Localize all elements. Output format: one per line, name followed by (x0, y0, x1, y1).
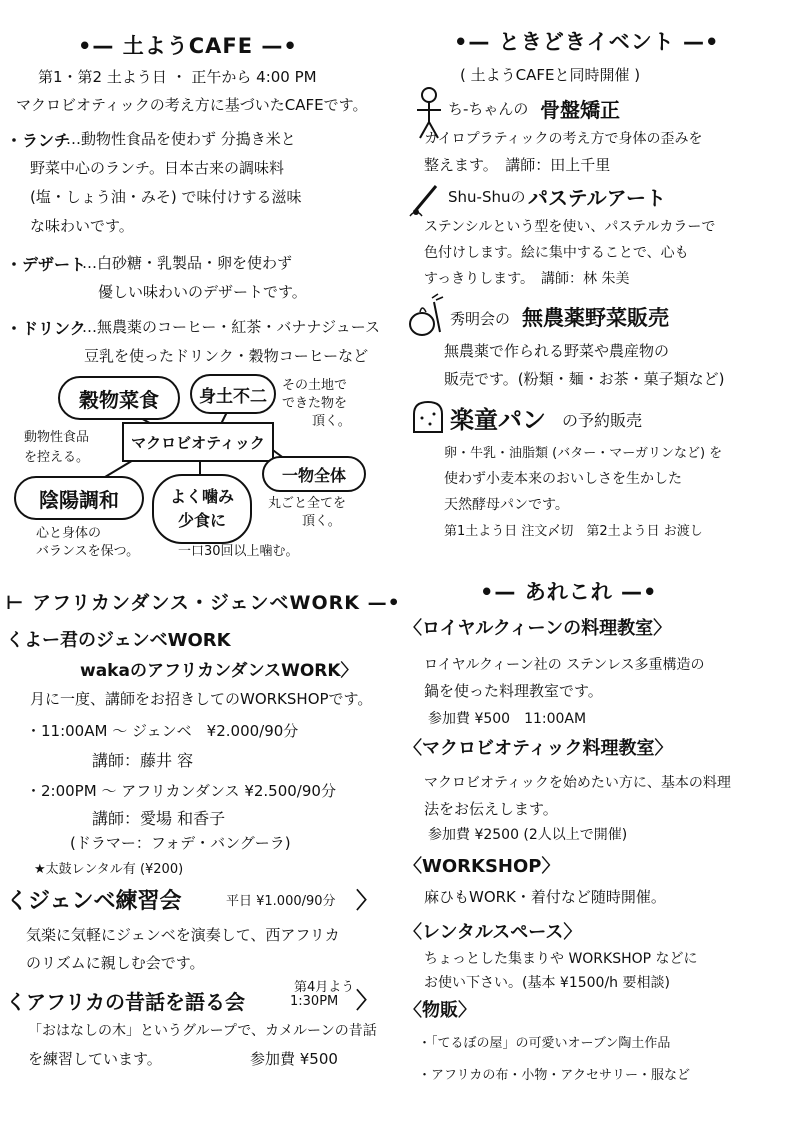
note-grain-vegetable: 動物性食品 (24, 430, 90, 445)
menu-lunch-line: 野菜中心のランチ。日本古来の調味料 (30, 159, 284, 177)
menu-lunch-label: ・ランチ (6, 131, 71, 150)
event3-host: 秀明会の (450, 310, 511, 328)
djembe-schedule: ・11:00AM ～ ジェンベ ¥2.000/90分 (26, 722, 299, 740)
djembe-practice-desc: のリズムに親しむ会です。 (26, 954, 205, 972)
event4-subtitle: の予約販売 (562, 411, 643, 430)
event1-host: ち-ちゃんの (448, 100, 529, 118)
event3-desc: 販売です。(粉類・麺・お茶・菓子類など) (444, 370, 725, 388)
misc4-desc: お使い下さい。(基本 ¥1500/h 要相談) (424, 975, 670, 991)
djembe-practice-desc: 気楽に気軽にジェンベを演奏して、西アフリカ (26, 926, 340, 944)
bubble-ichibutsu-zentai: 一物全体 (262, 456, 366, 492)
misc2-desc: マクロビオティックを始めたい方に、基本の料理 (424, 775, 731, 791)
misc5-title: 〈物販〉 (404, 1000, 476, 1021)
cafe-schedule: 第1・第2 土よう日 ・ 正午から 4:00 PM (38, 68, 317, 86)
misc2-desc: 法をお伝えします。 (424, 800, 558, 818)
note-ichibutsu-zentai: 頂く。 (302, 514, 341, 529)
folk-tale-time: 1:30PM (290, 994, 339, 1009)
folk-tale-time: 第4月よう (294, 980, 355, 995)
vegetable-icon (406, 292, 446, 338)
misc3-desc: 麻ひもWORK・着付など随時開催。 (424, 888, 666, 906)
macrobiotic-center-box: マクロビオティック (122, 422, 274, 462)
event2-host: Shu-Shuの (448, 188, 526, 206)
note-shindo-fuji: その土地で (282, 378, 348, 393)
event-title: •— ときどきイベント —• (454, 30, 720, 54)
bubble-yin-yang: 陰陽調和 (14, 476, 144, 520)
event2-title: パステルアート (528, 186, 666, 210)
misc4-title: 〈レンタルスペース〉 (404, 922, 582, 943)
event1-desc: 整えます。 講師：田上千里 (424, 156, 611, 174)
bubble-shindo-fuji: 身土不二 (190, 374, 276, 414)
djembe-practice-close: 〉 (356, 889, 379, 914)
menu-dessert-line: …白砂糖・乳製品・卵を使わず (82, 254, 293, 272)
folk-tale-close: 〉 (356, 989, 379, 1014)
misc1-desc: 鍋を使った料理教室です。 (424, 682, 603, 700)
djembe-work-title: くよー君のジェンベWORK (6, 630, 231, 651)
folk-tale-desc: を練習しています。 (28, 1050, 162, 1068)
misc5-item: ・「てるぼの屋」の可愛いオーブン陶土作品 (418, 1036, 671, 1051)
bubble-chew-well-line: よく噛み (169, 487, 234, 506)
djembe-practice-price: 平日 ¥1.000/90分 (226, 894, 336, 909)
note-chew-well: 一口30回以上噛む。 (178, 544, 299, 559)
dance-schedule: ・2:00PM ～ アフリカンダンス ¥2.500/90分 (26, 782, 336, 800)
menu-lunch-line: な味わいです。 (30, 217, 134, 235)
note-shindo-fuji: できた物を (282, 396, 348, 411)
cafe-description: マクロビオティックの考え方に基づいたCAFEです。 (16, 96, 368, 114)
dance-work-title: wakaのアフリカンダンスWORK〉 (80, 661, 358, 681)
bread-icon (410, 400, 446, 434)
misc-title: •— あれこれ —• (480, 580, 658, 604)
work-description: 月に一度、講師をお招きしてのWORKSHOPです。 (30, 690, 373, 708)
note-yin-yang: 心と身体の (36, 526, 102, 541)
event1-desc: カイロプラティックの考え方で身体の歪みを (424, 131, 703, 147)
misc4-desc: ちょっとした集まりや WORKSHOP などに (424, 951, 698, 967)
event2-desc: 色付けします。絵に集中することで、心も (424, 245, 689, 261)
misc1-title: 〈ロイヤルクィーンの料理教室〉 (404, 618, 672, 639)
folk-tale-desc: 「おはなしの木」というグループで、カメルーンの昔話 (28, 1023, 377, 1039)
menu-dessert-label: ・デザート (6, 255, 87, 274)
note-yin-yang: バランスを保つ。 (36, 544, 140, 559)
macrobiotic-diagram (0, 360, 400, 565)
event4-desc: 使わず小麦本来のおいしさを生かした (444, 471, 682, 487)
african-section-title: ⊢ アフリカンダンス・ジェンベWORK —• (6, 592, 401, 614)
folk-tale-title: くアフリカの昔話を語る会 (6, 990, 245, 1014)
event1-title: 骨盤矯正 (540, 98, 620, 122)
misc5-item: ・アフリカの布・小物・アクセサリー・服など (418, 1068, 690, 1083)
djembe-practice-title: くジェンベ練習会 (6, 889, 182, 914)
menu-lunch-line: (塩・しょう油・みそ) で味付けする滋味 (30, 188, 302, 206)
cafe-title: •— 土ようCAFE —• (78, 34, 298, 58)
misc1-fee: 参加費 ¥500 11:00AM (428, 711, 587, 727)
event4-title: 楽童パン (450, 406, 546, 434)
menu-drink-line: …無農薬のコーヒー・紅茶・バナナジュース (82, 318, 381, 336)
pastel-brush-icon (408, 180, 440, 220)
drummer: (ドラマー：フォデ・バングーラ) (70, 834, 291, 852)
note-grain-vegetable: を控える。 (24, 450, 90, 465)
dance-teacher: 講師：愛場 和香子 (92, 809, 226, 828)
note-ichibutsu-zentai: 丸ごと全てを (268, 496, 347, 511)
event4-desc: 第1土よう日 注文〆切 第2土よう日 お渡し (444, 524, 703, 539)
menu-dessert-line: 優しい味わいのデザートです。 (98, 283, 307, 301)
folk-tale-fee: 参加費 ¥500 (250, 1050, 338, 1068)
drum-rental: ★太鼓レンタル有 (¥200) (34, 862, 184, 877)
djembe-teacher: 講師：藤井 容 (92, 751, 194, 770)
event2-desc: すっきりします。 講師：林 朱美 (424, 271, 630, 287)
event4-desc: 卵・牛乳・油脂類 (バター・マーガリンなど) を (444, 446, 723, 461)
event3-desc: 無農薬で作られる野菜や農産物の (444, 342, 670, 360)
event-subtitle: ( 土ようCAFEと同時開催 ) (460, 66, 641, 84)
misc2-fee: 参加費 ¥2500 (2人以上で開催) (428, 827, 628, 843)
misc3-title: 〈WORKSHOP〉 (404, 856, 560, 877)
misc2-title: 〈マクロビオティック料理教室〉 (404, 738, 673, 759)
event4-desc: 天然酵母パンです。 (444, 497, 569, 513)
misc1-desc: ロイヤルクィーン社の ステンレス多重構造の (424, 657, 705, 673)
event3-title: 無農薬野菜販売 (522, 306, 669, 330)
menu-drink-line: 豆乳を使ったドリンク・穀物コーヒーなど (84, 347, 369, 365)
menu-drink-label: ・ドリンク (6, 319, 86, 338)
menu-lunch-line: …動物性食品を使わず 分搗き米と (66, 130, 296, 148)
note-shindo-fuji: 頂く。 (312, 414, 351, 429)
event2-desc: ステンシルという型を使い、パステルカラーで (424, 219, 716, 235)
bubble-chew-well-line: 少食に (177, 511, 226, 530)
bubble-chew-well (152, 474, 252, 544)
bubble-grain-vegetable: 穀物菜食 (58, 376, 180, 420)
